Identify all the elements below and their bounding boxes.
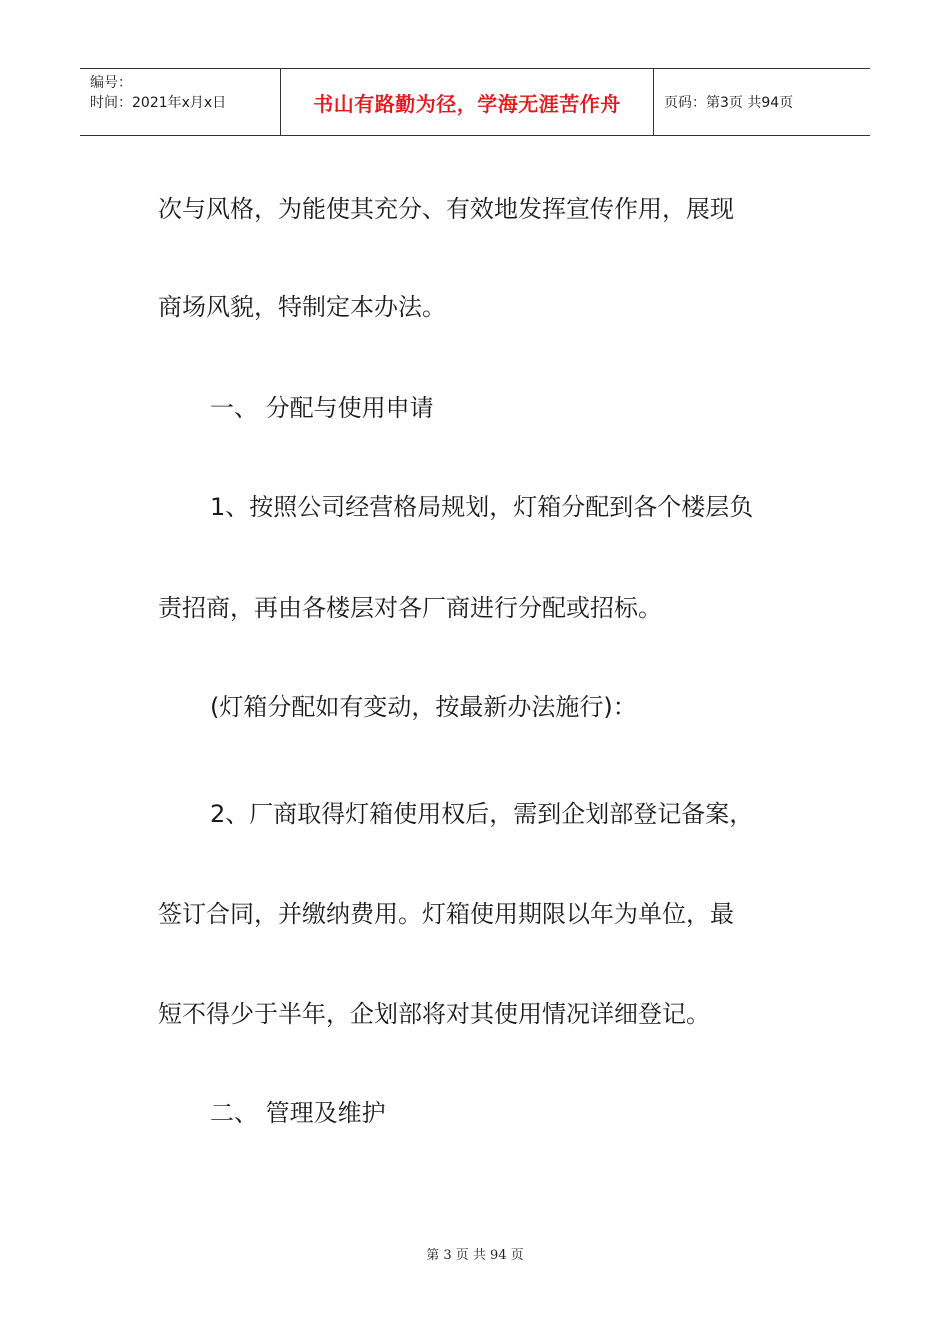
body-line-8: 签订合同，并缴纳费用。灯箱使用期限以年为单位，最 — [158, 900, 734, 928]
body-line-2: 商场风貌，特制定本办法。 — [158, 293, 446, 321]
section-heading-2: 二、 管理及维护 — [210, 1099, 386, 1127]
body-line-4: 1、按照公司经营格局规划，灯箱分配到各个楼层负 — [210, 493, 754, 521]
body-line-7: 2、厂商取得灯箱使用权后，需到企划部登记备案， — [210, 800, 754, 828]
body-line-9: 短不得少于半年，企划部将对其使用情况详细登记。 — [158, 1000, 710, 1028]
section-heading-1: 一、 分配与使用申请 — [210, 394, 434, 422]
page-footer — [0, 1244, 950, 1263]
header-motto-cell — [280, 69, 654, 135]
header-page-cell — [654, 69, 870, 135]
page-header — [80, 68, 870, 136]
body-line-5: 责招商，再由各楼层对各厂商进行分配或招标。 — [158, 594, 662, 622]
footer-page-number: 第 3 页 共 94 页 — [426, 1248, 524, 1263]
motto-text: 书山有路勤为径，学海无涯苦作舟 — [313, 91, 621, 116]
time-label: 时间：2021年x月x日 — [90, 95, 227, 111]
header-meta — [80, 69, 280, 135]
body-line-1: 次与风格，为能使其充分、有效地发挥宣传作用，展现 — [158, 195, 734, 223]
serial-number-label: 编号： — [90, 75, 132, 91]
body-line-6: (灯箱分配如有变动，按最新办法施行)： — [210, 693, 637, 721]
header-page-number: 页码：第3页 共94页 — [664, 95, 794, 111]
